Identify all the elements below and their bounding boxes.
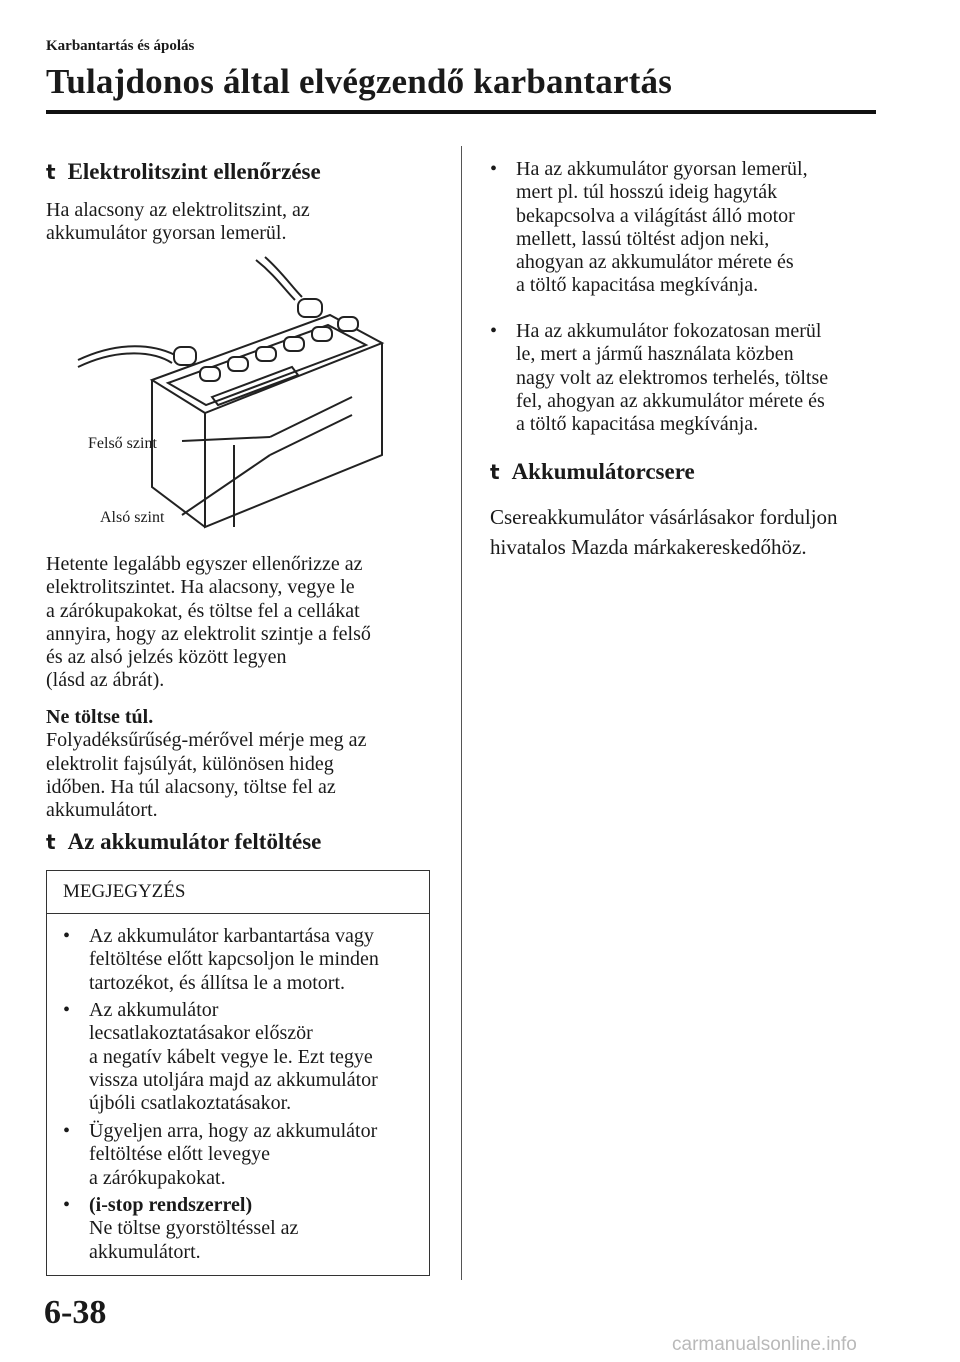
text-line: (lásd az ábrát). bbox=[46, 669, 165, 692]
text-line: le, mert a jármű használata közben bbox=[516, 343, 794, 366]
intro-paragraph bbox=[46, 199, 310, 246]
text-line: Ne töltse gyorstöltéssel az bbox=[89, 1217, 299, 1240]
page-number: 6-38 bbox=[44, 1294, 107, 1331]
battery-illustration-icon bbox=[60, 255, 390, 540]
text-line: Ügyeljen arra, hogy az akkumulátor bbox=[89, 1120, 378, 1142]
text-line: mert pl. túl hosszú ideig hagyták bbox=[516, 181, 778, 204]
text-line: újbóli csatlakoztatásakor. bbox=[89, 1092, 292, 1115]
text-line: Folyadéksűrűség-mérővel mérje meg az bbox=[46, 729, 367, 752]
text-line: annyira, hogy az elektrolit szintje a felső bbox=[46, 622, 371, 645]
text-line: akkumulátort. bbox=[89, 1240, 201, 1263]
text-line: elektrolitszintet. Ha alacsony, vegye le bbox=[46, 576, 355, 599]
bullet-icon: • bbox=[490, 158, 498, 180]
text-line: Ha az akkumulátor gyorsan lemerül, bbox=[516, 158, 808, 180]
text-line: Az akkumulátor karbantartása vagy bbox=[89, 925, 374, 947]
lower-level-label: Alsó szint bbox=[100, 509, 165, 526]
text-line: Ha alacsony az elektrolitszint, az bbox=[46, 199, 310, 221]
text-line: nagy volt az elektromos terhelés, töltse bbox=[516, 366, 829, 389]
bullet-icon: • bbox=[63, 925, 71, 947]
text-line: Ha az akkumulátor fokozatosan merül bbox=[516, 320, 822, 342]
note-divider bbox=[47, 913, 429, 914]
section-marker-icon: t bbox=[46, 830, 56, 854]
header-rule bbox=[46, 110, 876, 114]
warning-title: Ne töltse túl. bbox=[46, 706, 154, 728]
text-line: feltöltése előtt levegye bbox=[89, 1143, 271, 1166]
watermark: carmanualsonline.info bbox=[672, 1334, 857, 1355]
text-line: vissza utoljára majd az akkumulátor bbox=[89, 1068, 378, 1091]
page-title: Tulajdonos által elvégzendő karbantartás bbox=[46, 62, 673, 101]
text-line: a zárókupakokat, és töltse fel a cellákat bbox=[46, 599, 360, 622]
text-line: fel, ahogyan az akkumulátor mérete és bbox=[516, 389, 825, 412]
note-title: MEGJEGYZÉS bbox=[63, 881, 186, 902]
replacement-paragraph bbox=[490, 502, 838, 562]
text-line: a töltő kapacitása megkívánja. bbox=[516, 274, 759, 297]
text-line: akkumulátort. bbox=[46, 799, 158, 822]
text-line: ahogyan az akkumulátor mérete és bbox=[516, 251, 794, 274]
heading-text: Az akkumulátor feltöltése bbox=[67, 829, 322, 854]
text-line: mellett, lassú töltést adjon neki, bbox=[516, 227, 770, 250]
text-line: tartozékot, és állítsa le a motort. bbox=[89, 971, 346, 994]
text-line: időben. Ha túl alacsony, töltse fel az bbox=[46, 775, 336, 798]
text-line-bold: (i-stop rendszerrel) bbox=[89, 1194, 253, 1216]
text-line: a negatív kábelt vegye le. Ezt tegye bbox=[89, 1045, 373, 1068]
heading-battery-charging bbox=[46, 828, 321, 856]
text-line: a zárókupakokat. bbox=[89, 1166, 226, 1189]
heading-electrolyte-check bbox=[46, 158, 321, 186]
body-paragraph bbox=[46, 553, 371, 693]
bullet-icon: • bbox=[63, 1120, 71, 1142]
text-line: Az akkumulátor bbox=[89, 999, 219, 1021]
heading-text: Akkumulátorcsere bbox=[511, 459, 695, 484]
text-line: lecsatlakoztatásakor először bbox=[89, 1022, 313, 1045]
text-line: feltöltése előtt kapcsoljon le minden bbox=[89, 948, 379, 971]
heading-battery-replacement bbox=[490, 458, 695, 486]
column-divider bbox=[461, 146, 462, 1280]
text-line: a töltő kapacitása megkívánja. bbox=[516, 413, 759, 436]
section-header: Karbantartás és ápolás bbox=[46, 38, 195, 54]
battery-figure bbox=[60, 255, 390, 540]
text-line: elektrolit fajsúlyát, különösen hideg bbox=[46, 752, 334, 775]
bullet-icon: • bbox=[490, 320, 498, 342]
section-marker-icon: t bbox=[490, 460, 500, 484]
bullet-icon: • bbox=[63, 999, 71, 1021]
bullet-icon: • bbox=[63, 1194, 71, 1216]
text-line: bekapcsolva a világítást álló motor bbox=[516, 204, 795, 227]
text-line: akkumulátor gyorsan lemerül. bbox=[46, 222, 287, 245]
note-box bbox=[46, 870, 430, 1276]
text-line: Hetente legalább egyszer ellenőrizze az bbox=[46, 553, 363, 575]
text-line: Csereakkumulátor vásárlásakor forduljon bbox=[490, 505, 838, 529]
text-line: hivatalos Mazda márkakereskedőhöz. bbox=[490, 535, 807, 559]
upper-level-label: Felső szint bbox=[88, 435, 157, 452]
section-marker-icon: t bbox=[46, 160, 56, 184]
warning-paragraph bbox=[46, 706, 366, 822]
text-line: és az alsó jelzés között legyen bbox=[46, 646, 287, 669]
heading-text: Elektrolitszint ellenőrzése bbox=[67, 159, 321, 184]
